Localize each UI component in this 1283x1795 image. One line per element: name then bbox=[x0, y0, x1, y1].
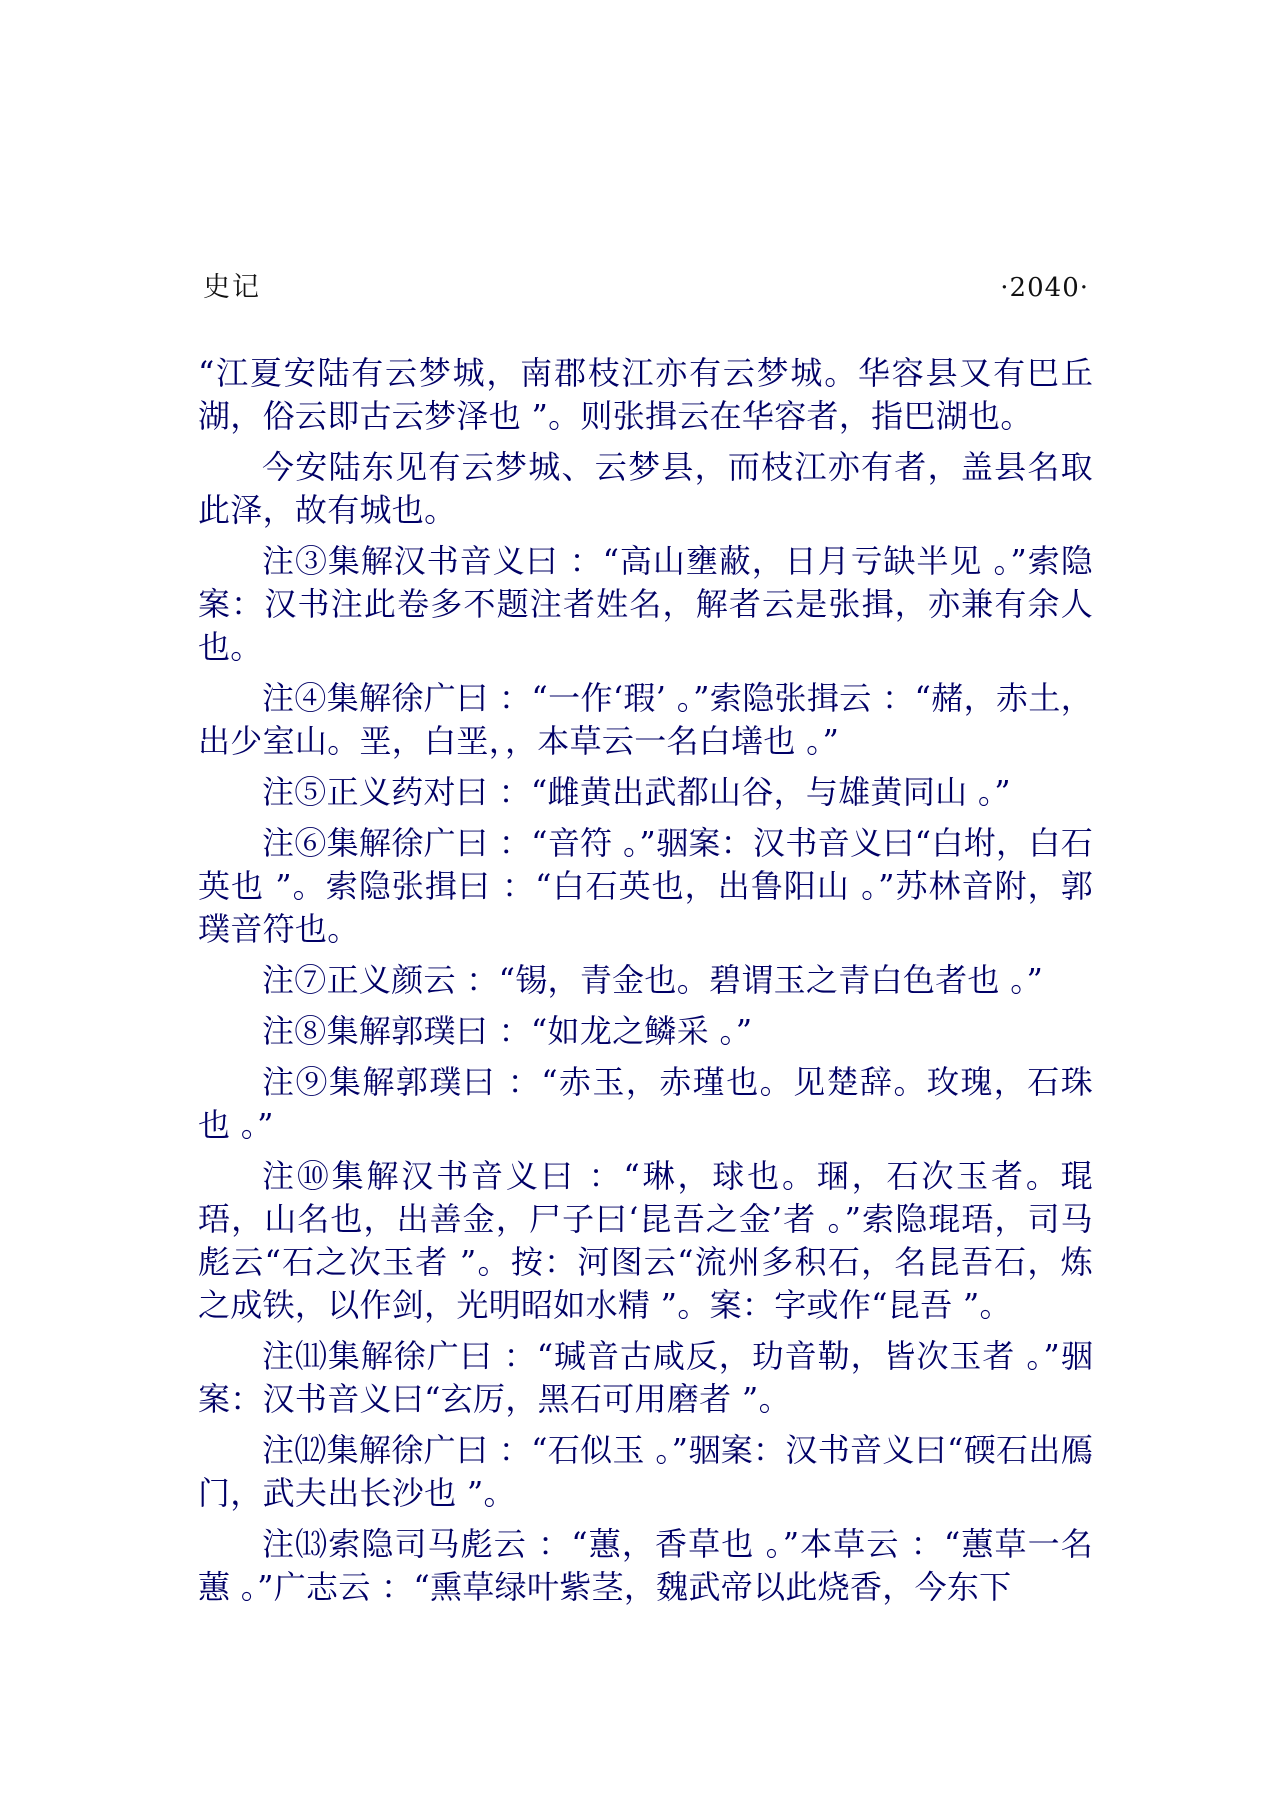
annotation-note-3: 注③集解汉书音义曰 ：“高山壅蔽，日月亏缺半见 。”索隐案：汉书注此卷多不题注者姓名，解者云是张揖，亦兼有余人也。 bbox=[198, 542, 1093, 666]
annotation-note-13: 注⒀索隐司马彪云 ：“蕙，香草也 。”本草云 ：“蕙草一名蕙 。”广志云 ：“熏草绿叶紫茎，魏武帝以此烧香，今东下 bbox=[198, 1525, 1093, 1606]
page-number: ·2040· bbox=[1000, 273, 1089, 303]
annotation-note-10: 注⑩集解汉书音义曰 ：“琳，球也。㻒，石次玉者。琨珸，山名也，出善金，尸子曰‘昆吾之金’者 。”索隐琨珸，司马彪云“石之次玉者 ”。按：河图云“流州多积石，名昆吾石，炼之成铁，以作剑，光明昭如水精 ”。案：字或作“昆吾 ”。 bbox=[198, 1157, 1093, 1324]
book-title: 史记 bbox=[203, 272, 261, 303]
annotation-note-12: 注⑿集解徐广曰 ：“石似玉 。”骃案：汉书音义曰“碝石出鴈门，武夫出长沙也 ”。 bbox=[198, 1431, 1093, 1512]
annotation-note-6: 注⑥集解徐广曰 ：“音符 。”骃案：汉书音义曰“白坿，白石英也 ”。索隐张揖曰 ：“白石英也，出鲁阳山 。”苏林音附，郭璞音符也。 bbox=[198, 824, 1093, 948]
annotation-note-11: 注⑾集解徐广曰 ：“瑊音古咸反，玏音勒，皆次玉者 。”骃案：汉书音义曰“玄厉，黑石可用磨者 ”。 bbox=[198, 1337, 1093, 1418]
annotation-note-4: 注④集解徐广曰 ：“一作‘瑕’ 。”索隐张揖云 ：“赭，赤土，出少室山。垩，白垩，，本草云一名白墡也 。” bbox=[198, 679, 1093, 760]
annotation-note-9: 注⑨集解郭璞曰 ：“赤玉，赤瑾也。见楚辞。玫瑰，石珠也 。” bbox=[198, 1063, 1093, 1144]
paragraph: “江夏安陆有云梦城，南郡枝江亦有云梦城。华容县又有巴丘湖，俗云即古云梦泽也 ”。则张揖云在华容者，指巴湖也。 bbox=[198, 354, 1093, 435]
annotation-note-8: 注⑧集解郭璞曰 ：“如龙之鳞采 。” bbox=[262, 1012, 753, 1050]
annotation-note-5: 注⑤正义药对曰 ：“雌黄出武都山谷，与雄黄同山 。” bbox=[262, 773, 1011, 811]
paragraph: 今安陆东见有云梦城、云梦县，而枝江亦有者，盖县名取此泽，故有城也。 bbox=[198, 448, 1093, 529]
page-header bbox=[203, 268, 1089, 312]
annotation-note-7: 注⑦正义颜云 ：“锡，青金也。碧谓玉之青白色者也 。” bbox=[262, 961, 1044, 999]
body-text bbox=[198, 352, 1093, 1617]
